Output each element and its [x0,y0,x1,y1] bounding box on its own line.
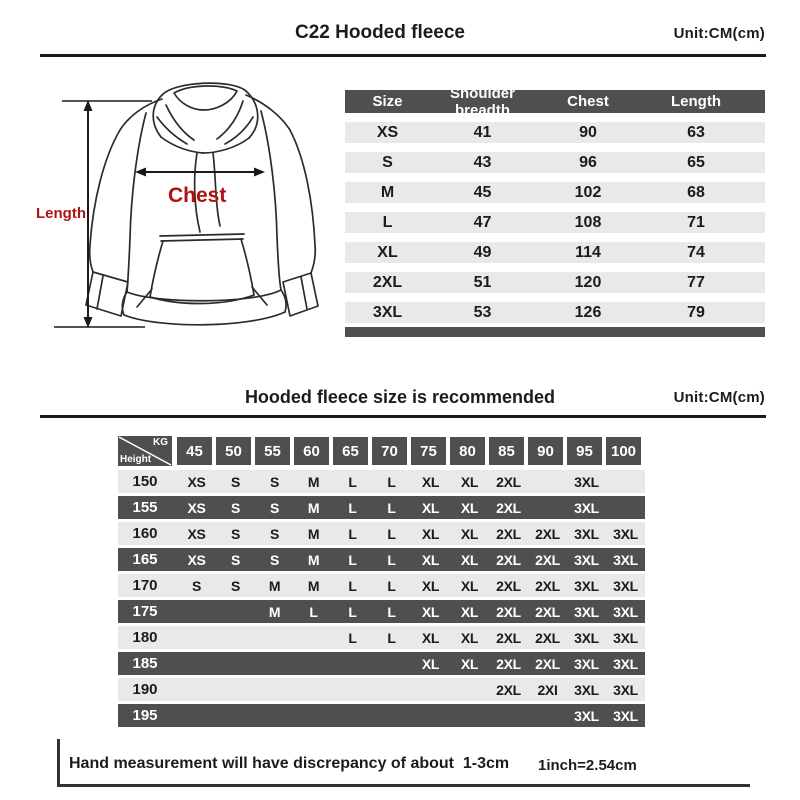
recommendation-cell: 2XL [496,473,521,490]
recommendation-cell: XS [187,473,206,490]
recommendation-cell: XS [187,525,206,542]
recommendation-cell: 3XL [613,577,638,594]
recommendation-cell: S [269,499,280,516]
divider-top [40,54,766,57]
size-table-row [345,182,765,203]
size-table-cell: 53 [473,303,492,321]
size-table-cell: 96 [579,153,597,171]
weight-column-header: 55 [255,437,290,465]
size-table-row [345,302,765,323]
size-table-cell: 77 [687,273,705,291]
recommendation-cell: S [191,577,202,594]
size-table-cell: 114 [575,243,601,261]
size-table-cell: 51 [473,273,492,291]
corner-cell [118,436,172,466]
size-table-header-cell: Chest [567,93,609,110]
size-table-cell: 41 [473,123,492,141]
note-box-left-border [57,739,60,787]
recommendation-cell: 2XL [535,551,560,568]
recommendation-cell: M [307,499,320,516]
weight-column-header: 50 [216,437,251,465]
recommendation-cell: L [348,499,357,516]
recommendation-cell: 3XL [613,551,638,568]
size-table-cell: 63 [687,123,705,141]
size-table [345,84,765,332]
height-row-label: 190 [132,681,158,698]
size-table-cell: 49 [473,243,492,261]
height-row-label: 170 [132,577,158,594]
measurement-note: Hand measurement will have discrepancy of about 1-3cm [69,755,510,772]
recommendation-cell: 2XL [535,629,560,646]
size-table-cell: 120 [574,273,602,291]
recommendation-cell: 3XL [613,525,638,542]
size-table-cell: XS [376,123,399,141]
recommendation-row [118,678,645,701]
recommendation-cell: 3XL [574,577,599,594]
recommendation-cell: XL [421,525,440,542]
recommendation-cell: S [230,577,241,594]
inch-conversion-note: 1inch=2.54cm [538,757,637,774]
recommendation-cell: S [230,551,241,568]
recommendation-cell: 3XL [574,681,599,698]
recommendation-cell: M [307,577,320,594]
recommendation-cell: L [348,473,357,490]
recommendation-cell: S [269,551,280,568]
height-row-label: 165 [132,551,158,568]
recommendation-cell: XL [460,499,479,516]
height-row-label: 180 [132,629,158,646]
recommendation-cell: L [348,525,357,542]
recommendation-cell: XL [460,473,479,490]
recommendation-cell: 3XL [574,473,599,490]
chest-dimension-label: Chest [168,184,227,207]
recommendation-row [118,600,645,623]
recommendation-cell: 2XL [496,551,521,568]
recommendation-cell: 2XL [535,525,560,542]
size-table-cell: 90 [579,123,597,141]
recommendation-row [118,652,645,675]
weight-column-header: 90 [528,437,563,465]
recommendation-cell: 2XL [535,655,560,672]
recommendation-cell: M [307,551,320,568]
recommendation-cell: 3XL [613,655,638,672]
recommendation-cell: 2XL [496,629,521,646]
size-table-cell: 108 [574,213,602,231]
recommendation-cell: M [307,525,320,542]
recommendation-cell: L [387,629,396,646]
size-table-cell: 45 [473,183,492,201]
recommendation-cell: L [387,499,396,516]
recommendation-table-body [118,470,645,727]
recommendation-cell: 3XL [613,707,638,724]
recommendation-cell: 3XL [574,499,599,516]
recommendation-cell: L [348,629,357,646]
size-table-header-cell: Shoulder breadth [449,84,515,119]
size-table-cell: XL [377,243,398,261]
size-table-row [345,272,765,293]
recommendation-cell: L [348,551,357,568]
size-table-cell: 71 [687,213,705,231]
recommendation-cell: XS [187,551,206,568]
recommendation-cell: 2XL [496,603,521,620]
recommendation-cell: XL [421,655,440,672]
height-row-label: 175 [132,603,158,620]
recommendation-cell: 2XL [535,577,560,594]
recommendation-cell: 3XL [613,681,638,698]
height-row-label: 185 [132,655,158,672]
size-table-row [345,242,765,263]
size-table-header-cell: Length [671,93,721,110]
recommendation-cell: L [387,603,396,620]
recommendation-row [118,626,645,649]
recommendation-cell: XL [460,603,479,620]
weight-column-header: 45 [177,437,212,465]
recommendation-cell: XL [421,473,440,490]
recommendation-table-header-row [118,436,645,466]
recommendation-cell: XL [460,577,479,594]
recommendation-cell: XL [421,577,440,594]
recommendation-row [118,522,645,545]
recommendation-cell: XL [460,655,479,672]
size-table-cell: 126 [574,303,602,321]
size-table-cell: 3XL [372,303,403,321]
unit-label-top: Unit:CM(cm) [673,25,765,42]
recommendation-cell: XS [187,499,206,516]
recommendation-row [118,496,645,519]
recommendation-cell: 3XL [613,603,638,620]
size-table-cell: 43 [473,153,492,171]
weight-column-header: 95 [567,437,602,465]
weight-column-header: 85 [489,437,524,465]
size-table-cell: S [382,153,393,171]
recommendation-cell: L [387,473,396,490]
recommendation-cell: L [348,577,357,594]
recommendation-row [118,574,645,597]
recommendation-cell: 2XL [496,499,521,516]
size-table-header-row [345,84,765,119]
recommendation-cell: XL [460,525,479,542]
corner-kg-label: KG [153,437,168,448]
recommendation-cell: S [269,525,280,542]
recommendation-cell: XL [460,629,479,646]
size-table-cell: 47 [473,213,492,231]
recommendation-cell: 3XL [574,707,599,724]
recommendation-cell: L [387,577,396,594]
recommendation-cell: 3XL [574,629,599,646]
recommendation-cell: L [348,603,357,620]
recommendation-row [118,704,645,727]
size-table-cell: 74 [687,243,705,261]
recommendation-cell: S [269,473,280,490]
height-row-label: 155 [132,499,158,516]
recommendation-cell: XL [421,603,440,620]
recommendation-cell: S [230,499,241,516]
recommendation-row [118,470,645,493]
recommendation-cell: 3XL [613,629,638,646]
corner-height-label: Height [120,454,152,465]
recommendation-cell: 3XL [574,525,599,542]
size-table-row [345,122,765,143]
size-table-cell: 102 [574,183,602,201]
size-table-footer-bar [345,327,765,337]
size-table-cell: M [380,183,395,201]
recommendation-cell: 2XL [496,577,521,594]
recommendation-cell: L [387,551,396,568]
recommendation-cell: S [230,525,241,542]
recommendation-cell: L [387,525,396,542]
recommendation-cell: XL [460,551,479,568]
weight-column-header: 100 [606,437,641,465]
height-row-label: 150 [132,473,158,490]
recommendation-cell: 2XL [496,655,521,672]
recommendation-cell: S [230,473,241,490]
size-table-cell: 79 [687,303,705,321]
height-row-label: 195 [132,707,158,724]
recommendation-cell: 3XL [574,655,599,672]
size-table-row [345,212,765,233]
recommendation-cell: XL [421,629,440,646]
note-box-bottom-border [57,784,750,787]
recommendation-table [118,436,645,730]
recommendation-cell: L [309,603,318,620]
size-table-cell: L [382,213,393,231]
recommendation-title: Hooded fleece size is recommended [244,387,556,407]
size-table-cell: 68 [687,183,705,201]
weight-column-header: 60 [294,437,329,465]
weight-column-header: 65 [333,437,368,465]
recommendation-cell: 2XL [496,525,521,542]
recommendation-cell: 3XL [574,551,599,568]
size-table-cell: 65 [687,153,705,171]
recommendation-cell: M [307,473,320,490]
recommendation-cell: 2XL [496,681,521,698]
unit-label-mid: Unit:CM(cm) [673,389,765,406]
recommendation-cell: M [268,577,281,594]
size-table-row [345,152,765,173]
recommendation-cell: XL [421,551,440,568]
divider-mid [40,415,766,418]
recommendation-row [118,548,645,571]
page-title: C22 Hooded fleece [295,22,465,43]
height-row-label: 160 [132,525,158,542]
weight-column-header: 75 [411,437,446,465]
recommendation-cell: M [268,603,281,620]
recommendation-cell: XL [421,499,440,516]
recommendation-cell: 3XL [574,603,599,620]
recommendation-cell: 2XL [535,603,560,620]
weight-column-header: 80 [450,437,485,465]
size-table-body [345,122,765,323]
size-table-cell: 2XL [372,273,403,291]
recommendation-cell: 2XI [537,681,558,698]
weight-column-header: 70 [372,437,407,465]
length-dimension-label: Length [36,205,86,222]
size-table-header-cell: Size [372,93,403,110]
